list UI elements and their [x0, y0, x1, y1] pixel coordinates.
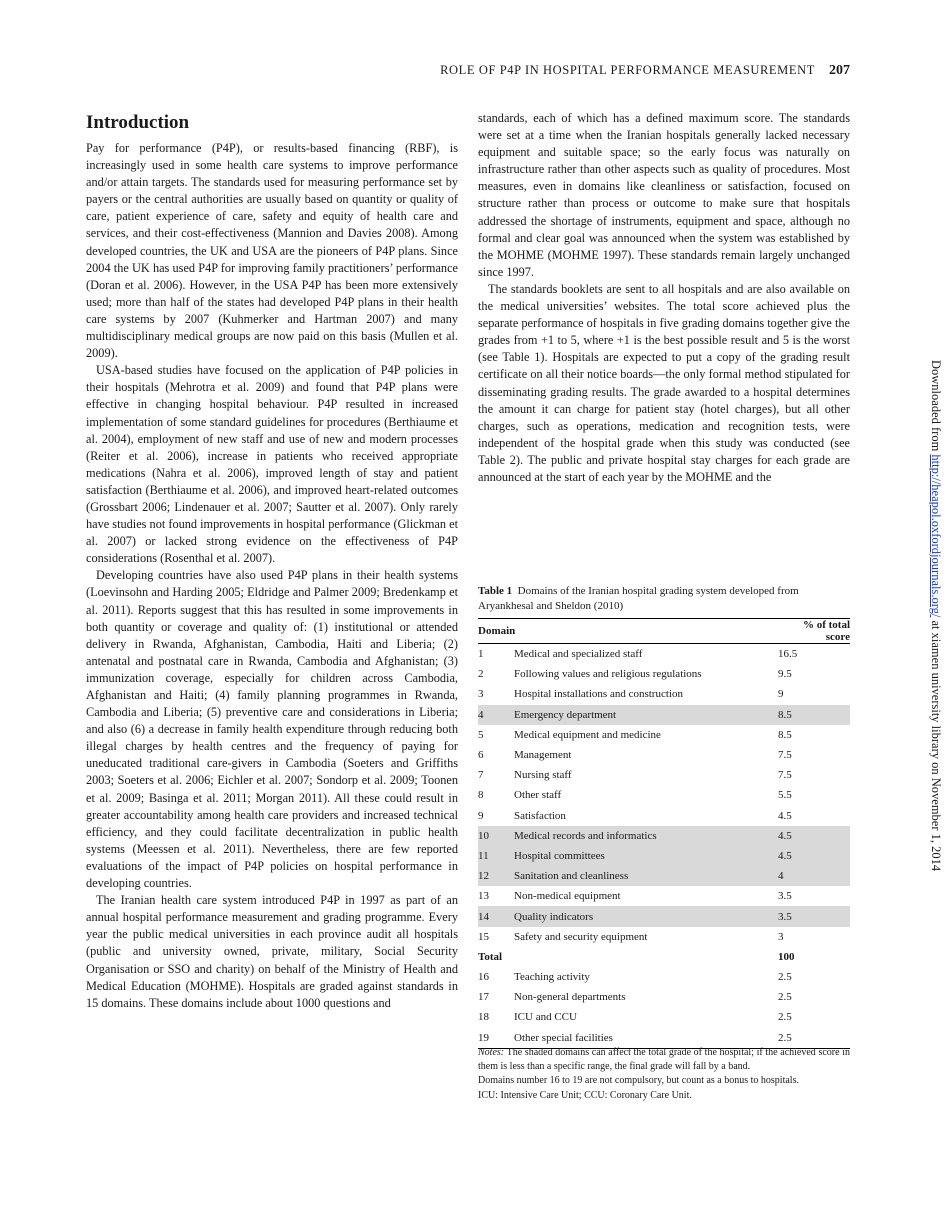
table-row: [478, 684, 850, 704]
domain-score: 2.5: [778, 1011, 792, 1024]
table-body: [478, 644, 850, 1049]
table-row: [478, 987, 850, 1007]
domain-number: 1: [478, 648, 484, 661]
table-caption: [478, 584, 850, 613]
table-row: [478, 644, 850, 665]
table-row: [478, 1007, 850, 1027]
domain-number: 18: [478, 1011, 489, 1024]
domain-name: Teaching activity: [514, 971, 590, 984]
score-column-header: % of total score: [778, 619, 850, 644]
domain-score: 3.5: [778, 890, 792, 903]
domain-score: 9: [778, 688, 784, 701]
note: Domains number 16 to 19 are not compulsory, but count as a bonus to hospitals.: [478, 1075, 799, 1086]
table-row: [478, 725, 850, 745]
domain-number: 8: [478, 789, 484, 802]
domain-score: 8.5: [778, 705, 850, 725]
table-row: [478, 765, 850, 785]
right-column: [478, 110, 850, 486]
total-value: 100: [778, 950, 795, 963]
table-row: [478, 664, 850, 684]
page-number: 207: [829, 63, 850, 78]
paragraph: Developing countries have also used P4P plans in their health systems (Loevinsohn and Harding 2005; Eldridge and Palmer 2009; Bredenkamp et al. 2011). Reports suggest that this has resulted in some improvements in both quantity or coverage and quality of: (1) institutional or attended delivery in Rwanda, Afghanistan, Cambodia, Haiti and Liberia; (2) antenatal and postnatal care in Rwanda, Cambodia and Afghanistan; (3) immunization coverage, especially for children across Cambodia, Afghanistan and Haiti; (4) family planning programmes in Rwanda, Cambodia and Liberia; (5) preventive care and considerations in Liberia; and also (6) a decrease in family health expenditure through reducing both illegal charges by health centres and the frequency of paying for uneducated traditional care-givers in Cambodia (Soeters and Griffiths 2003; Soeters et al. 2006; Eichler et al. 2007; Sondorp et al. 2009; Toonen et al. 2009; Basinga et al. 2011; Morgan 2011). All these could result in greater accountability among health care providers and increased technical efficiency, and they could facilitate decentralization in public health systems (Meessen et al. 2011). Nevertheless, there are few reported evaluations of the impact of P4P policies on hospital performance in developing countries.: [86, 568, 458, 891]
domain-name: Non-medical equipment: [514, 890, 621, 903]
domain-name: Safety and security equipment: [514, 930, 648, 943]
domain-name: Medical records and informatics: [514, 826, 778, 846]
domain-name: Medical and specialized staff: [514, 648, 643, 661]
domain-number: 3: [478, 688, 484, 701]
table-row: [478, 745, 850, 765]
domain-name: Management: [514, 749, 572, 762]
table-notes: [478, 1046, 850, 1103]
section-title: Introduction: [86, 112, 190, 133]
table-header-row: [478, 619, 850, 644]
download-suffix: at xiamen university library on November 1, 2014: [929, 617, 943, 872]
table-row: [478, 846, 850, 866]
domain-number: 5: [478, 728, 484, 741]
paragraph: Pay for performance (P4P), or results-based financing (RBF), is increasingly used in some health care systems to improve performance and/or attain targets. The standards used for measuring performance set by payers or the central authorities are usually based on quantity or quality of care, patient experience of care, safety and equity of health care and services, and their cost-effectiveness (Mannion and Davies 2008). Among developed countries, the UK and USA are the pioneers of P4P plans. Since 2004 the UK has used P4P for improving family practitioners’ performance (Doran et al. 2006). However, in the USA P4P has been more extensively used; more than half of the states had developed P4P plans in their health care systems by 2007 (Kuhmerker and Hartman 2007) and many multidisciplinary medical groups are now paid on this basis (Mullen et al. 2009).: [86, 141, 458, 361]
table-row: [478, 886, 850, 906]
domain-score: 4: [778, 866, 850, 886]
domain-score: 3.5: [778, 906, 850, 926]
table-caption-text: Domains of the Iranian hospital grading system developed from Aryankhesal and Sheldon (2010): [478, 585, 799, 612]
total-label: Total: [478, 950, 503, 963]
domain-number: 14: [478, 906, 514, 926]
note-text: The shaded domains can affect the total grade of the hospital; if the achieved score in them is less than a specific range, the final grade will fall by a band.: [478, 1047, 850, 1072]
note: ICU: Intensive Care Unit; CCU: Coronary Care Unit.: [478, 1089, 692, 1101]
domain-number: 4: [478, 705, 514, 725]
download-watermark: [928, 360, 943, 880]
domain-name: Nursing staff: [514, 769, 572, 782]
download-prefix: Downloaded from: [929, 360, 943, 455]
domain-column-header: Domain: [478, 619, 778, 644]
domain-number: 17: [478, 991, 489, 1004]
domains-table: [478, 618, 850, 1049]
table-row: [478, 866, 850, 886]
table-row: [478, 906, 850, 926]
domain-name: Hospital installations and construction: [514, 688, 683, 701]
domain-name: Other special facilities: [514, 1028, 778, 1049]
domain-name: Other staff: [514, 789, 562, 802]
table-label: Table 1: [478, 585, 513, 597]
running-title: ROLE OF P4P IN HOSPITAL PERFORMANCE MEASUREMENT: [440, 63, 815, 77]
domain-name: Emergency department: [514, 705, 778, 725]
domain-score: 8.5: [778, 728, 792, 741]
domain-name: ICU and CCU: [514, 1011, 577, 1024]
domain-number: 15: [478, 930, 489, 943]
domain-name: Hospital committees: [514, 846, 778, 866]
domain-number: 10: [478, 826, 514, 846]
domain-score: 2.5: [778, 1028, 850, 1049]
table-row: [478, 927, 850, 947]
domain-number: 13: [478, 890, 489, 903]
domain-name: Satisfaction: [514, 809, 566, 822]
domain-score: 7.5: [778, 769, 792, 782]
running-header: [86, 63, 850, 79]
domain-name: Sanitation and cleanliness: [514, 866, 778, 886]
domain-number: 19: [478, 1028, 514, 1049]
domain-score: 16.5: [778, 648, 798, 661]
total-row: [478, 947, 850, 967]
domain-name: Following values and religious regulations: [514, 668, 702, 681]
paragraph: The standards booklets are sent to all hospitals and are also available on the medical universities’ websites. The total score achieved plus the separate performance of hospitals in five grading domains together give the grades from +1 to 5, where +1 is the best possible result and 5 is the worst (see Table 1). Hospitals are expected to put a copy of the grading result certificate on all their notice boards—the only formal method stipulated for disseminating grading results. The grade awarded to a hospital determines the amount it can charge for patient stay (hotel charges), but all other charges, such as operations, medication and recognition tests, were independent of the hospital grade when this study was conducted (see Table 2). The public and private hospital stay charges for each grade are announced at the start of each year by the MOHME and the: [478, 281, 850, 484]
domain-score: 4.5: [778, 846, 850, 866]
domain-score: 5.5: [778, 789, 792, 802]
table-row: [478, 705, 850, 725]
domain-name: Quality indicators: [514, 906, 778, 926]
paragraph: standards, each of which has a defined maximum score. The standards were set at a time when the Iranian hospitals generally lacked necessary equipment and suitable space; so the early focus was naturally on infrastructure rather than other aspects such as quality of procedures. Most measures, even in domains like cleanliness or satisfaction, focused on structure rather than process or outcome to make sure that hospitals addressed the shortage of instruments, equipment and space, although no formal and clear goal was announced when the system was established by the MOHME (MOHME 1997). These standards remain largely unchanged since 1997.: [478, 111, 850, 279]
domain-score: 4.5: [778, 809, 792, 822]
table-row: [478, 806, 850, 826]
domain-name: Non-general departments: [514, 991, 626, 1004]
domain-score: 7.5: [778, 749, 792, 762]
domain-number: 6: [478, 749, 484, 762]
domain-number: 7: [478, 769, 484, 782]
journal-link[interactable]: http://heapol.oxfordjournals.org/: [929, 454, 943, 618]
domain-score: 4.5: [778, 826, 850, 846]
domain-name: Medical equipment and medicine: [514, 728, 661, 741]
domain-score: 2.5: [778, 971, 792, 984]
domain-score: 2.5: [778, 991, 792, 1004]
domain-number: 12: [478, 866, 514, 886]
paragraph: The Iranian health care system introduced P4P in 1997 as part of an annual hospital performance measurement and grading programme. Every year the public medical universities in each province audit all hospitals (public and university owned, private, military, Social Security Organisation or SSO and charity) on behalf of the Ministry of Health and Medical Education (MOHME). Hospitals are graded against standards in 15 domains. These domains include about 1000 questions and: [86, 893, 458, 1010]
domain-number: 9: [478, 809, 484, 822]
domain-score: 9.5: [778, 668, 792, 681]
domain-number: 2: [478, 668, 484, 681]
table-row: [478, 785, 850, 805]
note: [478, 1046, 850, 1073]
table-row: [478, 967, 850, 987]
domain-number: 11: [478, 846, 514, 866]
domain-score: 3: [778, 930, 784, 943]
left-column: [86, 112, 458, 1012]
paragraph: USA-based studies have focused on the application of P4P policies in their hospitals (Mehrotra et al. 2009) and found that P4P plans were effective in changing hospital behaviour. P4P resulted in increased implementation of some standard guidelines for procedures (Berthiaume et al. 2004), employment of new staff and use of new and modern processes (Reiter et al. 2006), increase in patients who received appropriate medications (Nahra et al. 2006), improved length of stay and patient satisfaction (Berthiaume et al. 2006), and improved heart-related outcomes (Grossbart 2006; Lindenauer et al. 2007; Sautter et al. 2007). Only rarely have studies not found improvements in hospital performance (Glickman et al. 2007) or lacked strong evidence on the effectiveness of P4P considerations (Rosenthal et al. 2007).: [86, 363, 458, 566]
table-row: [478, 826, 850, 846]
notes-label: Notes:: [478, 1047, 505, 1058]
domain-number: 16: [478, 971, 489, 984]
